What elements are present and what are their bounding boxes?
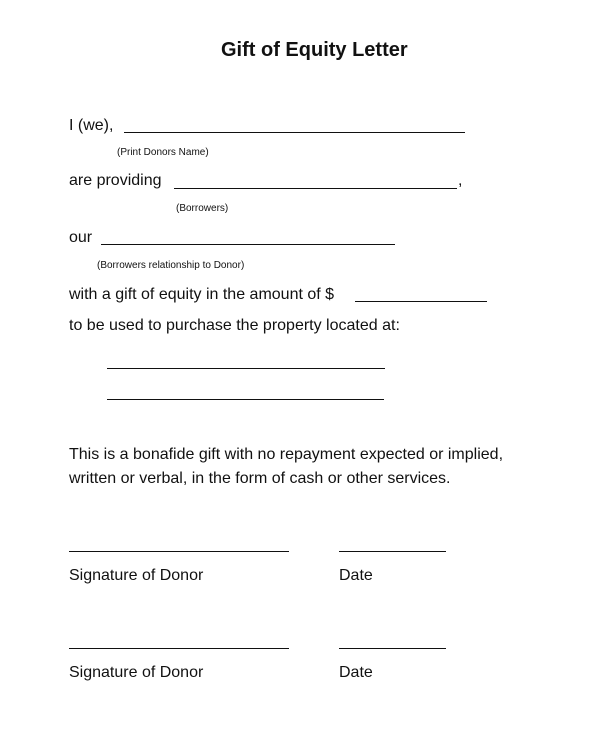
date-label-2: Date <box>339 664 373 681</box>
property-intro: to be used to purchase the property located at: <box>69 317 400 334</box>
borrowers-prefix: are providing <box>69 172 162 189</box>
borrowers-line[interactable] <box>174 188 457 189</box>
statement-line-1: This is a bonafide gift with no repayment expected or implied, <box>69 446 504 463</box>
signature-label-1: Signature of Donor <box>69 567 204 584</box>
property-address-line-1[interactable] <box>107 368 385 369</box>
signature-line-2[interactable] <box>69 648 289 649</box>
signature-line-1[interactable] <box>69 551 289 552</box>
relationship-caption: (Borrowers relationship to Donor) <box>97 260 245 271</box>
date-line-1[interactable] <box>339 551 446 552</box>
donor-name-caption: (Print Donors Name) <box>117 147 209 158</box>
signature-label-2: Signature of Donor <box>69 664 204 681</box>
borrowers-comma: , <box>458 172 463 189</box>
donor-name-line[interactable] <box>124 132 465 133</box>
property-address-line-2[interactable] <box>107 399 384 400</box>
statement-line-2: written or verbal, in the form of cash or other services. <box>69 470 451 487</box>
document-title: Gift of Equity Letter <box>221 39 408 61</box>
gift-amount-line[interactable] <box>355 301 487 302</box>
relationship-prefix: our <box>69 229 93 246</box>
date-line-2[interactable] <box>339 648 446 649</box>
borrowers-caption: (Borrowers) <box>176 203 229 214</box>
date-label-1: Date <box>339 567 373 584</box>
relationship-line[interactable] <box>101 244 395 245</box>
gift-amount-prefix: with a gift of equity in the amount of $ <box>69 286 335 303</box>
donor-name-prefix: I (we), <box>69 117 114 134</box>
